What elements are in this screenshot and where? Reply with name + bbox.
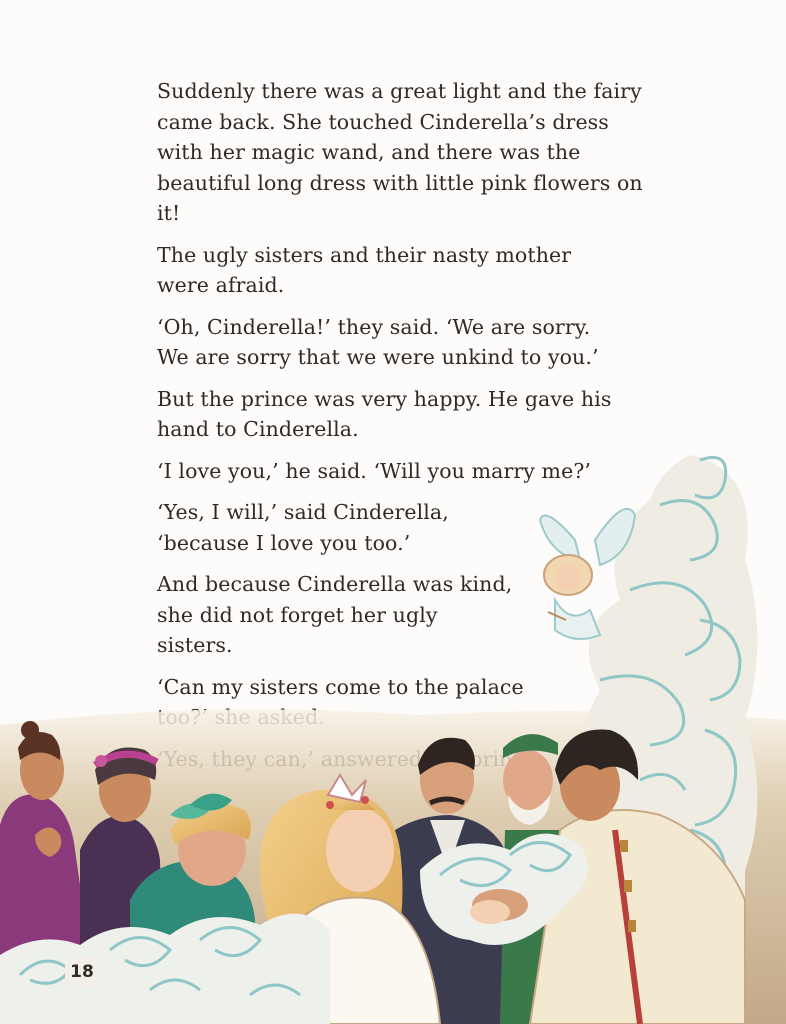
story-paragraph: Suddenly there was a great light and the fairy came back. She touched Cinderella’s dress with her magic wand, and there was the beautiful long dress with little pink flowers on it!: [157, 79, 643, 225]
story-paragraph: But the prince was very happy. He gave his hand to Cinderella.: [157, 386, 612, 441]
page-number: 18: [65, 958, 99, 986]
story-paragraph: The ugly sisters and their nasty mother were afraid.: [157, 242, 572, 297]
story-paragraph: And because Cinderella was kind, she did not forget her ugly sisters.: [157, 572, 513, 657]
story-paragraph: ‘Oh, Cinderella!’ they said. ‘We are sorry. We are sorry that we were unkind to you.’: [157, 314, 599, 369]
story-paragraph: ‘I love you,’ he said. ‘Will you marry me?’: [157, 458, 592, 483]
story-paragraph: ‘Yes, I will,’ said Cinderella, ‘because I love you too.’: [157, 500, 449, 555]
story-paragraph: ‘Can my sisters come to the palace: [157, 674, 524, 699]
